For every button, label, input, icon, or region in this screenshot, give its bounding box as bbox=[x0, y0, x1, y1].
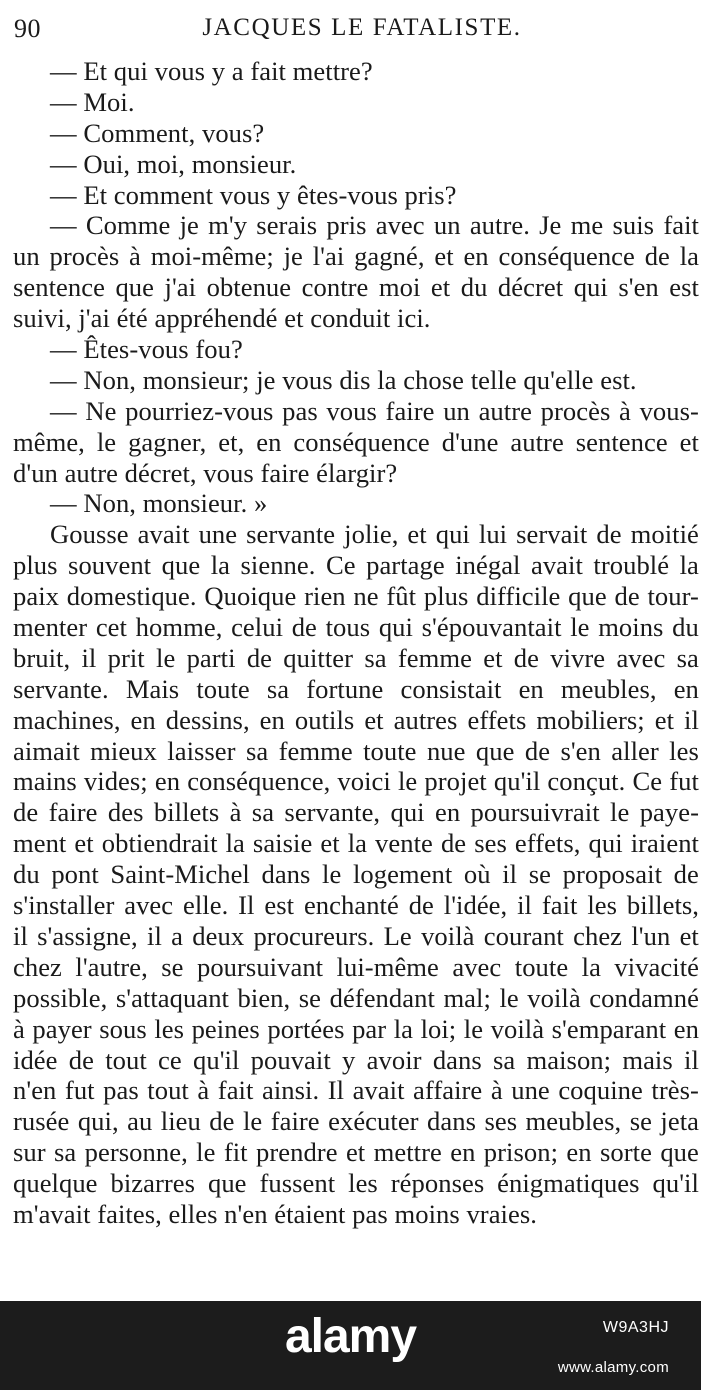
text-line: servante. Mais toute sa fortune consistait en meubles, en bbox=[13, 673, 699, 704]
text-line: n'en fut pas tout à fait ainsi. Il avait affaire à une coquine très- bbox=[13, 1075, 699, 1106]
text-line: — Et qui vous y a fait mettre? bbox=[50, 56, 373, 86]
watermark-image-id: W9A3HJ bbox=[602, 1319, 669, 1336]
text-line: — Comment, vous? bbox=[50, 117, 265, 148]
page-number: 90 bbox=[14, 14, 41, 43]
text-line: m'avait faites, elles n'en étaient pas moins vraies. bbox=[13, 1198, 537, 1229]
text-line: aimait mieux laisser sa femme toute nue que de s'en aller les bbox=[13, 735, 699, 766]
watermark-url: www.alamy.com bbox=[557, 1359, 669, 1376]
text-line: paix domestique. Quoique rien ne fût plus difficile que de tour- bbox=[13, 581, 699, 612]
text-line: — Comme je m'y serais pris avec un autre. Je me suis fait bbox=[50, 210, 699, 241]
text-line: bruit, il prit le parti de quitter sa femme et de vivre avec sa bbox=[13, 642, 699, 673]
text-line: ment et obtiendrait la saisie et la vente de ses effets, qui iraient bbox=[13, 828, 699, 859]
text-line: sentence que j'ai obtenue contre moi et du décret qui s'en est bbox=[13, 272, 699, 303]
text-line: mains vides; en conséquence, voici le projet qu'il conçut. Ce fut bbox=[13, 766, 699, 797]
text-line: un procès à moi-même; je l'ai gagné, et en conséquence de la bbox=[13, 241, 699, 272]
text-line: s'installer avec elle. Il est enchanté de l'idée, il fait les billets, bbox=[13, 890, 699, 921]
text-line: — Êtes-vous fou? bbox=[50, 334, 243, 365]
text-line: idée de tout ce qu'il pouvait y avoir dans sa maison; mais il bbox=[13, 1044, 699, 1075]
running-title: JACQUES LE FATALISTE. bbox=[202, 14, 522, 41]
text-line: du pont Saint-Michel dans le logement où il se proposait de bbox=[13, 859, 699, 890]
text-line: d'un autre décret, vous faire élargir? bbox=[13, 457, 398, 488]
text-line: il s'assigne, il a deux procureurs. Le voilà courant chez l'un et bbox=[13, 920, 699, 951]
text-line: — Oui, moi, monsieur. bbox=[50, 148, 297, 179]
text-line: Gousse avait une servante jolie, et qui lui servait de moitié bbox=[50, 519, 699, 550]
text-line: suivi, j'ai été appréhendé et conduit ici. bbox=[13, 303, 431, 334]
watermark-logo: alamy bbox=[284, 1310, 417, 1363]
page-header bbox=[8, 10, 680, 50]
watermark-band bbox=[0, 1301, 701, 1390]
text-line: chez l'autre, se poursuivant lui-même avec toute la vivacité bbox=[13, 951, 699, 982]
text-line: menter cet homme, celui de tous qui s'épouvantait le moins du bbox=[13, 612, 699, 643]
text-line: — Et comment vous y êtes-vous pris? bbox=[50, 179, 457, 210]
text-line: sur sa personne, le fit prendre et mettre en prison; en sorte que bbox=[13, 1137, 699, 1168]
text-line: quelque bizarres que fussent les réponses énigmatiques qu'il bbox=[13, 1168, 699, 1199]
text-line: — Moi. bbox=[50, 86, 135, 117]
text-line: même, le gagner, et, en conséquence d'une autre sentence et bbox=[13, 426, 699, 457]
text-line: — Non, monsieur. » bbox=[50, 488, 268, 519]
text-line: à payer sous les peines portées par la loi; le voilà s'emparant en bbox=[13, 1013, 699, 1044]
text-line: rusée qui, au lieu de le faire exécuter dans ses meubles, se jeta bbox=[13, 1106, 699, 1137]
text-line: machines, en dessins, en outils et autres effets mobiliers; et il bbox=[13, 704, 699, 735]
text-line: — Non, monsieur; je vous dis la chose telle qu'elle est. bbox=[50, 364, 637, 395]
text-line: possible, s'attaquant bien, se défendant mal; le voilà condamné bbox=[13, 982, 699, 1013]
text-line: plus souvent que la sienne. Ce partage inégal avait troublé la bbox=[13, 550, 699, 581]
text-line: — Ne pourriez-vous pas vous faire un autre procès à vous- bbox=[50, 395, 699, 426]
body-text bbox=[13, 56, 699, 1230]
text-line: de faire des billets à sa servante, qui en poursuivrait le paye- bbox=[13, 797, 699, 828]
